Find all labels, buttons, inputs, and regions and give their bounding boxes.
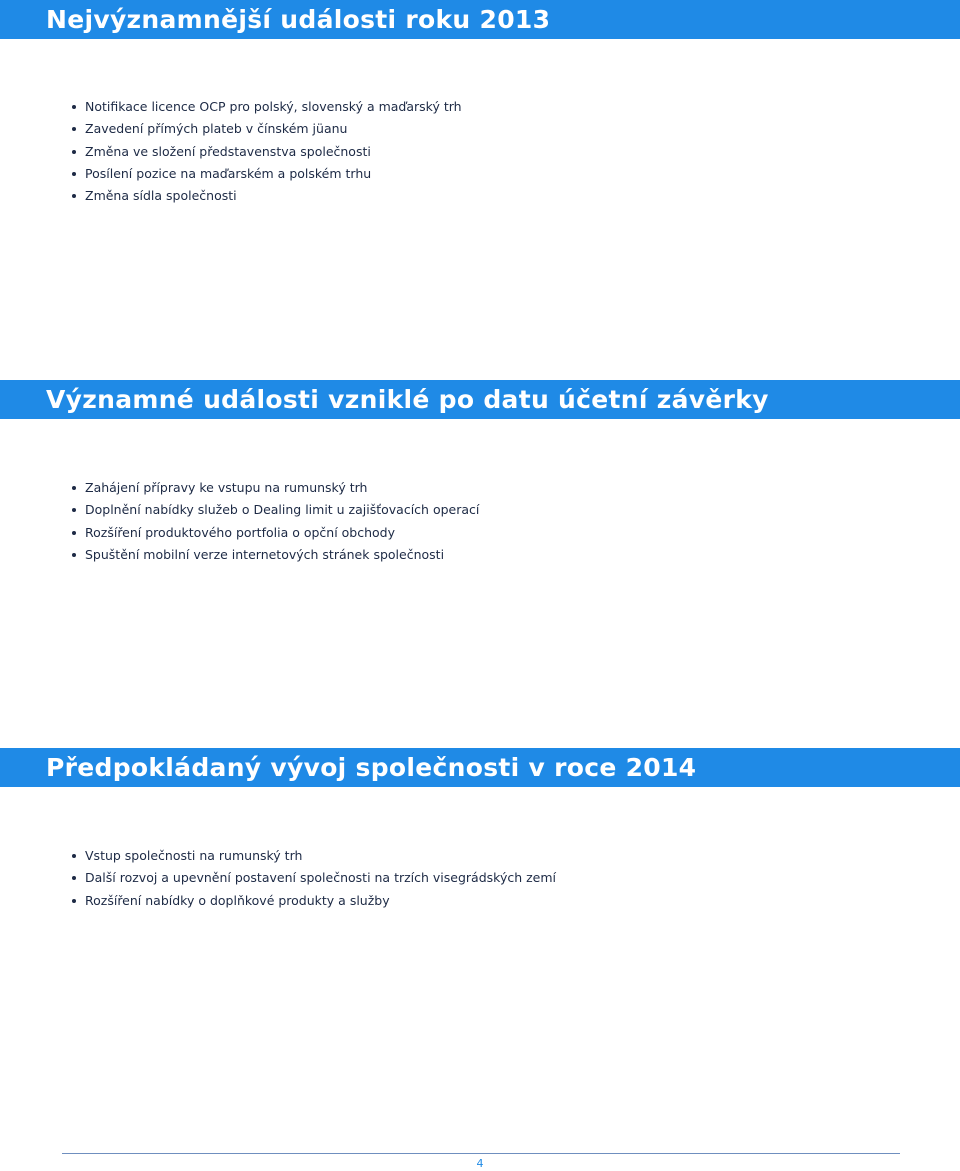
highlights-2013-list xyxy=(72,96,462,207)
list-item xyxy=(72,477,479,499)
list-item-text: Další rozvoj a upevnění postavení společnosti na trzích visegrádských zemí xyxy=(85,870,557,886)
list-item xyxy=(72,499,479,521)
list-item-text: Notifikace licence OCP pro polský, slovenský a maďarský trh xyxy=(85,99,462,114)
list-item xyxy=(72,890,556,912)
list-item-text: Posílení pozice na maďarském a polském trhu xyxy=(85,165,372,181)
list-item-text: Rozšíření nabídky o doplňkové produkty a služby xyxy=(85,892,390,908)
list-item-text: Změna sídla společnosti xyxy=(85,188,237,204)
list-item xyxy=(72,522,479,544)
list-item-text: Zavedení přímých plateb v čínském jüanu xyxy=(85,121,348,137)
list-item xyxy=(72,118,462,140)
list-item xyxy=(72,96,462,118)
bullet-icon xyxy=(72,172,76,176)
bullet-icon xyxy=(72,105,76,109)
section-title: Nejvýznamnější události roku 2013 xyxy=(46,5,551,34)
bullet-icon xyxy=(72,899,76,903)
bullet-icon xyxy=(72,531,76,535)
bullet-icon xyxy=(72,876,76,880)
subsequent-events-list xyxy=(72,477,479,566)
list-item-text: Spuštění mobilní verze internetových stránek společnosti xyxy=(85,546,445,562)
list-item-text: Rozšíření produktového portfolia o opční obchody xyxy=(85,524,396,540)
list-item xyxy=(72,163,462,185)
bullet-icon xyxy=(72,194,76,198)
outlook-2014-list xyxy=(72,845,556,912)
bullet-icon xyxy=(72,486,76,490)
list-item xyxy=(72,544,479,566)
list-item-text: Změna ve složení představenstva společnosti xyxy=(85,143,371,159)
bullet-icon xyxy=(72,553,76,557)
section-title: Významné události vzniklé po datu účetní závěrky xyxy=(46,385,769,414)
list-item xyxy=(72,867,556,889)
section-header-subsequent-events xyxy=(0,380,960,419)
list-item xyxy=(72,185,462,207)
bullet-icon xyxy=(72,150,76,154)
section-header-highlights-2013 xyxy=(0,0,960,39)
section-title: Předpokládaný vývoj společnosti v roce 2014 xyxy=(46,753,697,782)
bullet-icon xyxy=(72,127,76,131)
list-item xyxy=(72,141,462,163)
list-item-text: Doplnění nabídky služeb o Dealing limit u zajišťovacích operací xyxy=(85,502,480,518)
bullet-icon xyxy=(72,854,76,858)
list-item xyxy=(72,845,556,867)
page-number: 4 xyxy=(476,1157,484,1170)
footer-divider xyxy=(62,1153,900,1154)
bullet-icon xyxy=(72,508,76,512)
section-header-outlook-2014 xyxy=(0,748,960,787)
list-item-text: Zahájení přípravy ke vstupu na rumunský trh xyxy=(85,480,368,495)
list-item-text: Vstup společnosti na rumunský trh xyxy=(85,848,303,863)
